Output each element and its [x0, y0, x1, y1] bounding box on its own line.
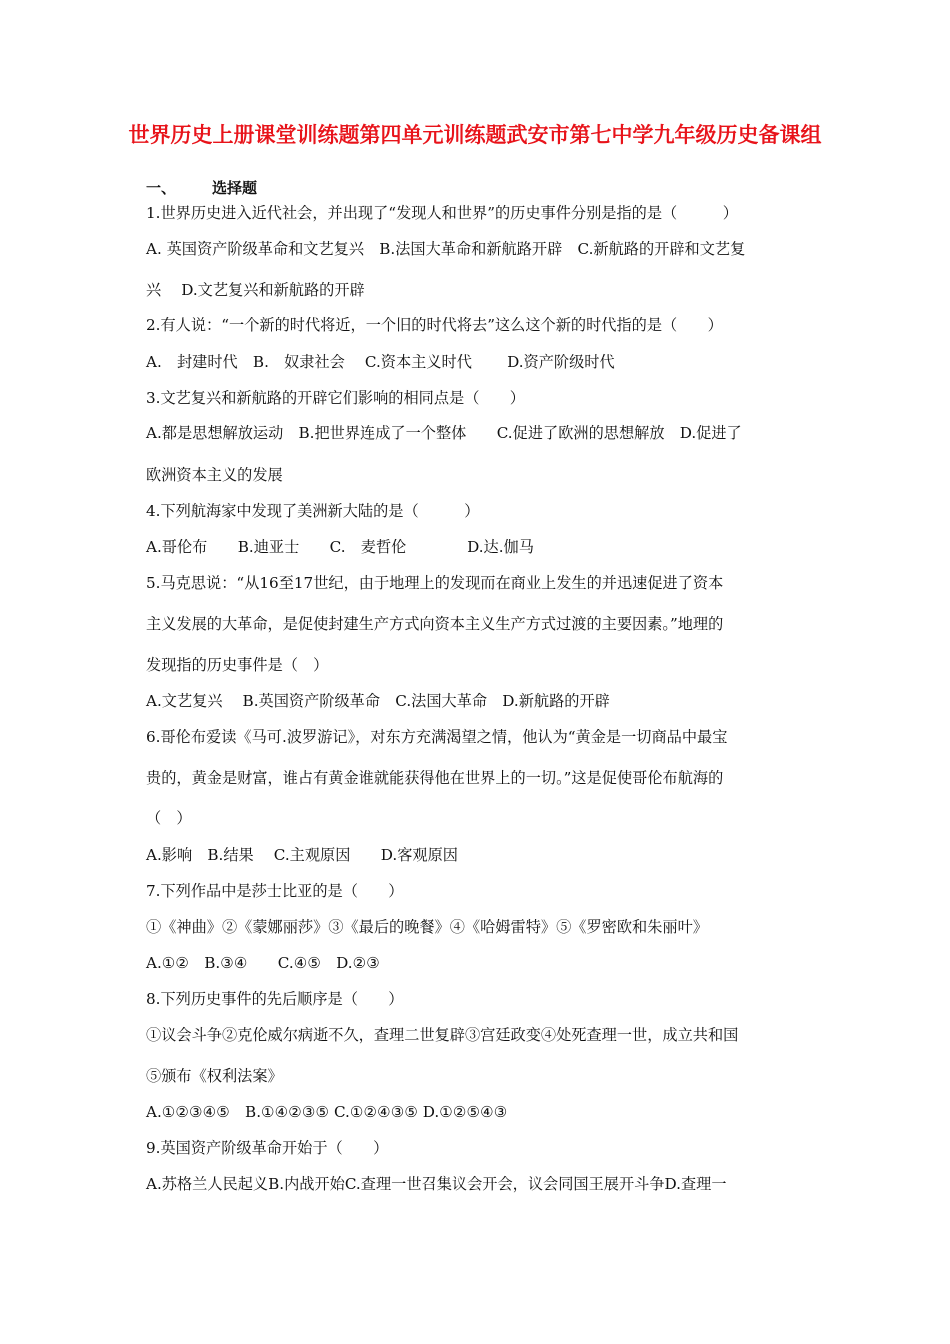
text-line: 贵的，黄金是财富，谁占有黄金谁就能获得他在世界上的一切。”这是促使哥伦布航海的: [146, 769, 724, 787]
text-line: 9.英国资产阶级革命开始于（ ）: [146, 1139, 389, 1157]
text-line: A.苏格兰人民起义B.内战开始C.查理一世召集议会开会，议会同国王展开斗争D.查理一: [146, 1175, 727, 1193]
text-line: （ ）: [146, 809, 192, 827]
text-line: 7.下列作品中是莎士比亚的是（ ）: [146, 882, 404, 900]
text-line: A.影响 B.结果 C.主观原因 D.客观原因: [146, 846, 458, 864]
text-line: A.都是思想解放运动 B.把世界连成了一个整体 C.促进了欧洲的思想解放 D.促进了: [146, 424, 742, 442]
text-line: 8.下列历史事件的先后顺序是（ ）: [146, 990, 404, 1008]
text-line: 2.有人说：“一个新的时代将近，一个旧的时代将去”这么这个新的时代指的是（ ）: [146, 316, 723, 334]
text-line: 1.世界历史进入近代社会，并出现了“发现人和世界”的历史事件分别是指的是（ ）: [146, 204, 738, 222]
document-title: 世界历史上册课堂训练题第四单元训练题武安市第七中学九年级历史备课组: [128, 123, 822, 147]
text-line: 兴 D.文艺复兴和新航路的开辟: [146, 281, 365, 299]
text-line: 欧洲资本主义的发展: [146, 466, 283, 484]
section-label: 选择题: [212, 179, 258, 197]
text-line: 5.马克思说：“从16至17世纪，由于地理上的发现而在商业上发生的并迅速促进了资本: [146, 574, 724, 592]
text-line: 主义发展的大革命，是促使封建生产方式向资本主义生产方式过渡的主要因素。”地理的: [146, 615, 724, 633]
text-line: ⑤颁布《权利法案》: [146, 1067, 283, 1085]
text-line: A.文艺复兴 B.英国资产阶级革命 C.法国大革命 D.新航路的开辟: [146, 692, 610, 710]
text-line: 发现指的历史事件是（ ）: [146, 656, 329, 674]
text-line: 3.文艺复兴和新航路的开辟它们影响的相同点是（ ）: [146, 389, 525, 407]
text-line: A. 封建时代 B. 奴隶社会 C.资本主义时代 D.资产阶级时代: [146, 353, 615, 371]
text-line: ①议会斗争②克伦威尔病逝不久，查理二世复辟③宫廷政变④处死查理一世，成立共和国: [146, 1026, 739, 1044]
text-line: ①《神曲》②《蒙娜丽莎》③《最后的晚餐》④《哈姆雷特》⑤《罗密欧和朱丽叶》: [146, 918, 708, 936]
section-heading: [146, 177, 257, 198]
text-line: 6.哥伦布爱读《马可.波罗游记》，对东方充满渴望之情，他认为“黄金是一切商品中最宝: [146, 728, 728, 746]
section-number: 一、: [146, 179, 177, 197]
text-line: A.哥伦布 B.迪亚士 C. 麦哲伦 D.达.伽马: [146, 538, 534, 556]
text-line: A.①② B.③④ C.④⑤ D.②③: [146, 954, 380, 972]
text-line: A. 英国资产阶级革命和文艺复兴 B.法国大革命和新航路开辟 C.新航路的开辟和文艺复: [146, 240, 746, 258]
text-line: 4.下列航海家中发现了美洲新大陆的是（ ）: [146, 502, 480, 520]
text-line: A.①②③④⑤ B.①④②③⑤ C.①②④③⑤ D.①②⑤④③: [146, 1103, 508, 1121]
